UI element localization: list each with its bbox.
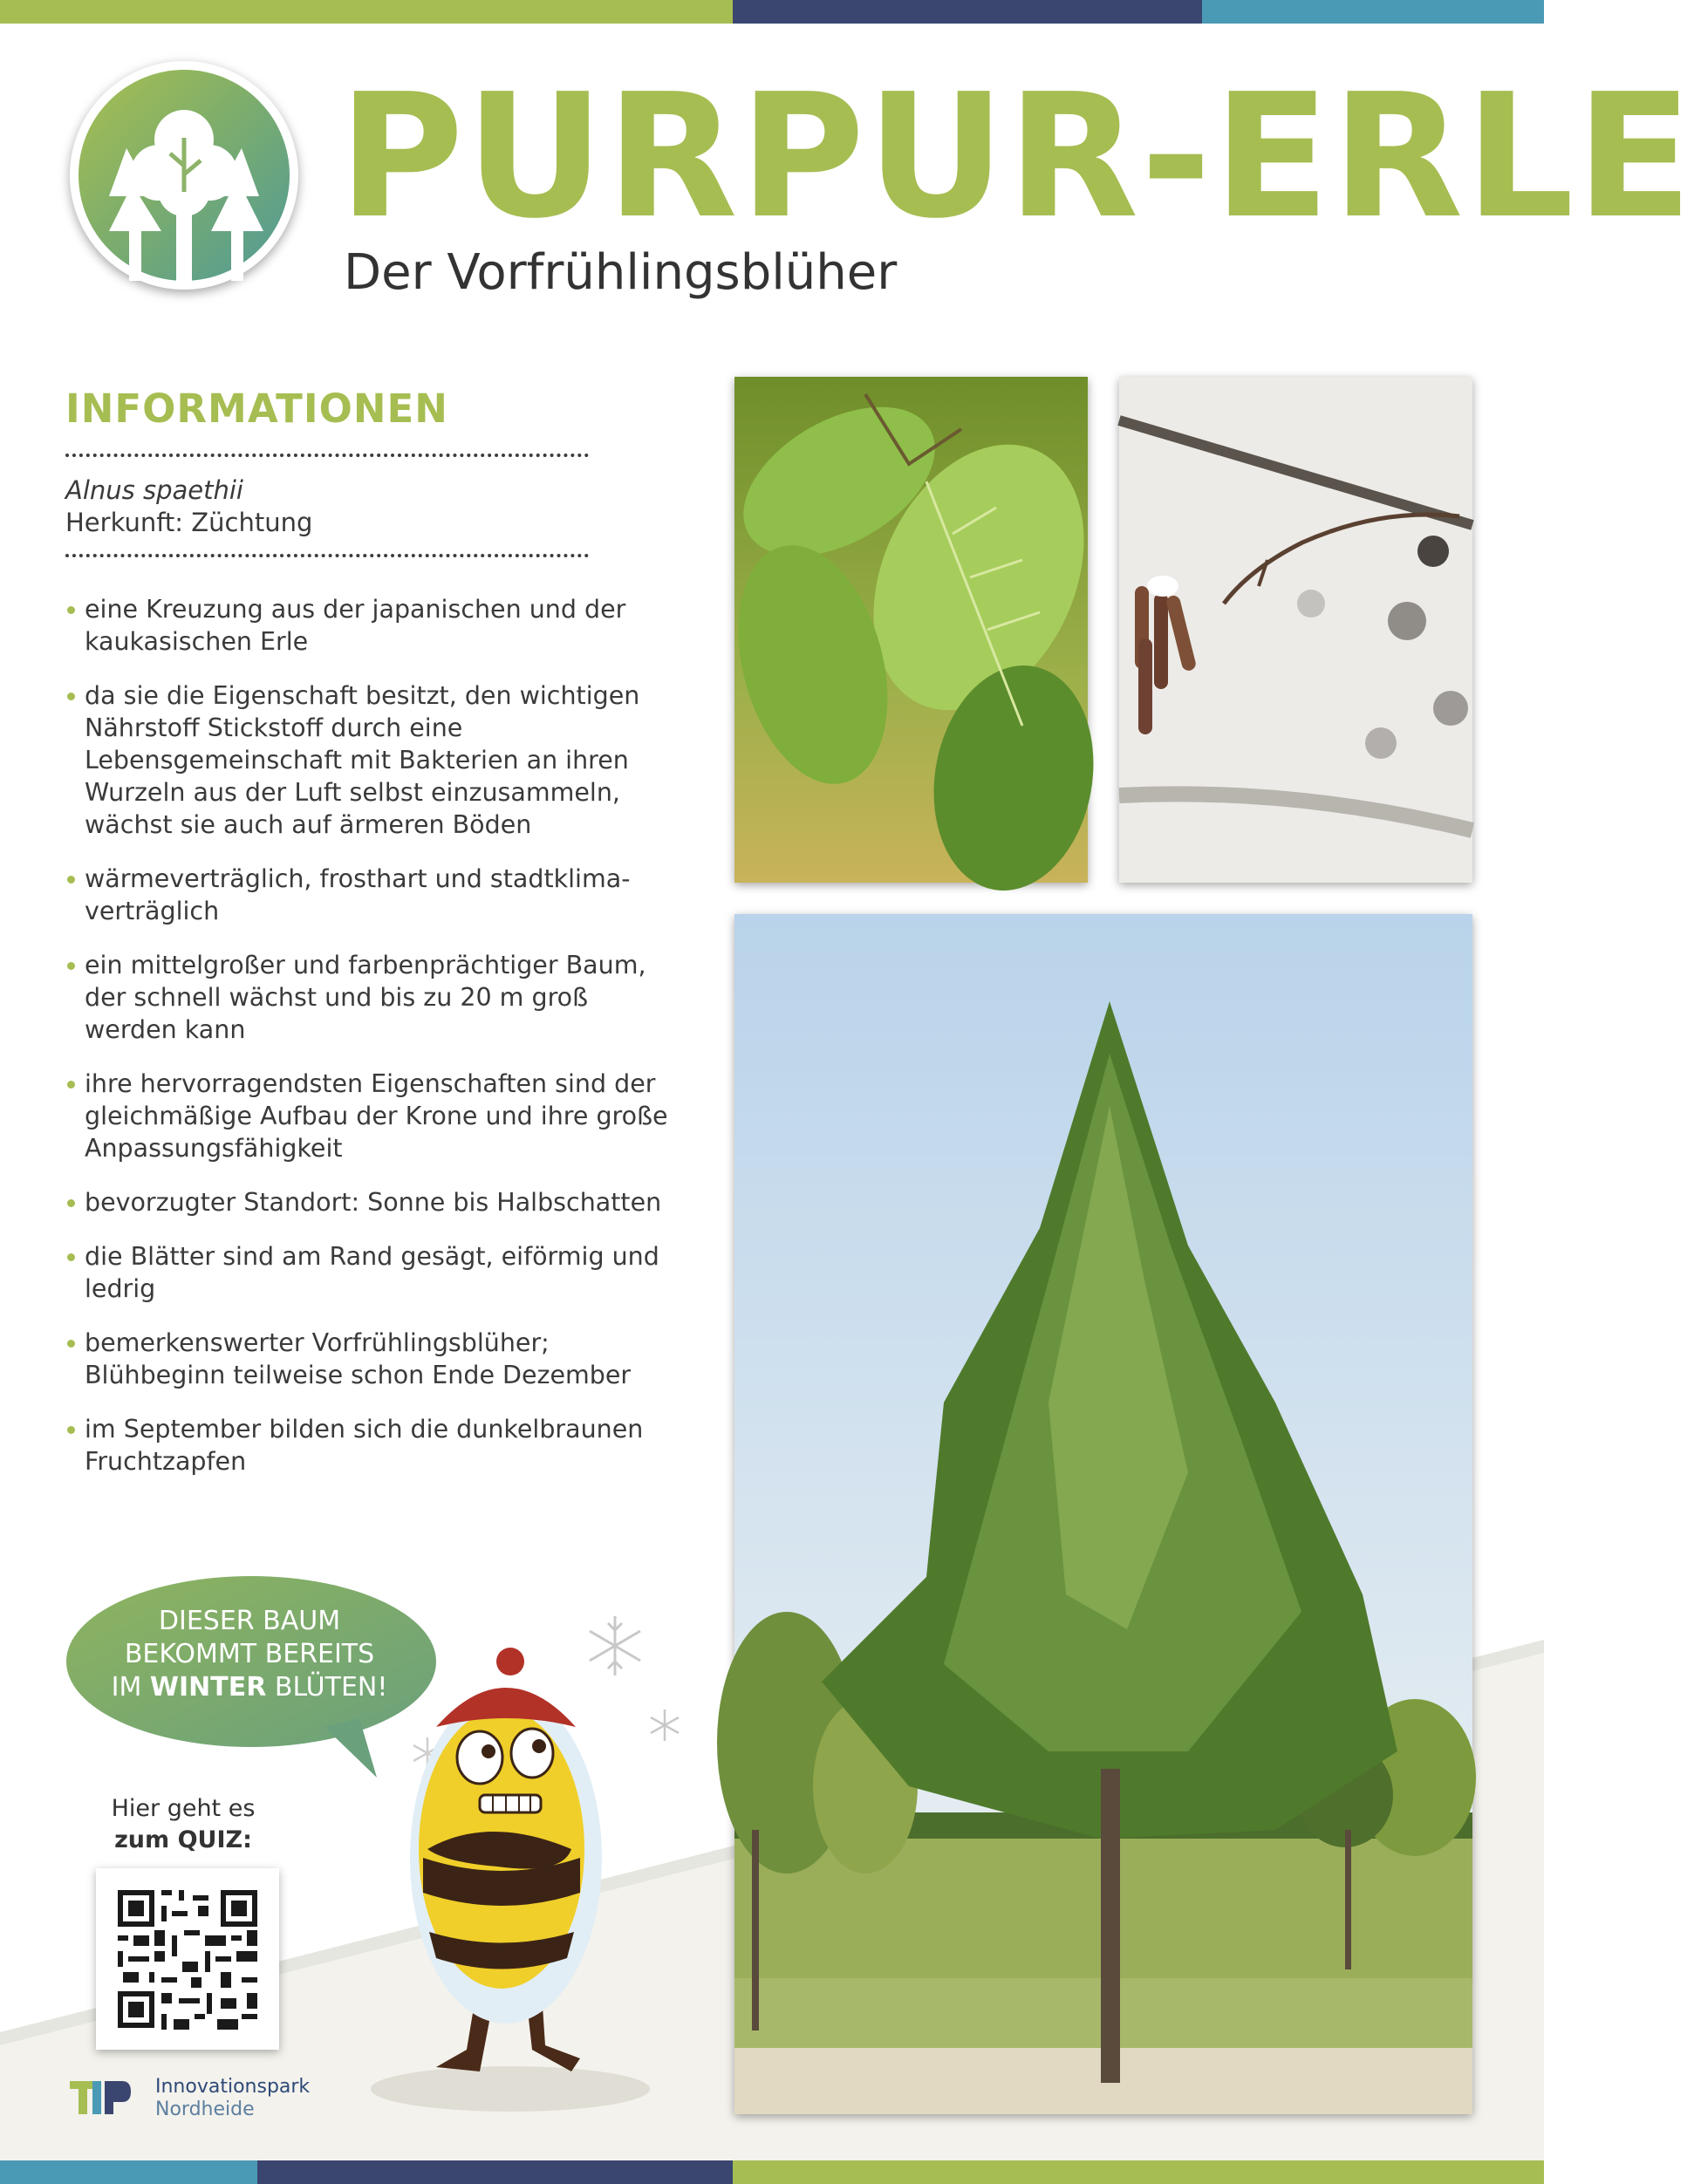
list-item: wärmeverträglich, frosthart und stadtklimaverträglich xyxy=(65,863,676,927)
list-item: bemerkenswerter Vorfrühlingsblüher; Blühbeginn teilweise schon Ende Dezember xyxy=(65,1327,676,1391)
divider xyxy=(65,454,589,457)
origin: Herkunft: Züchtung xyxy=(65,508,313,537)
top-bar-teal xyxy=(1202,0,1544,24)
divider xyxy=(65,554,589,557)
bottom-bar-navy xyxy=(257,2160,733,2184)
catkins-photo xyxy=(1119,377,1472,883)
logo-badge xyxy=(70,61,298,290)
snowflake-icon xyxy=(647,1708,682,1743)
page-subtitle: Der Vorfrühlingsblüher xyxy=(344,244,898,301)
list-item: ihre hervorragendsten Eigenschaften sind der gleichmäßige Aufbau der Krone und ihre große Anpassungsfähigkeit xyxy=(65,1068,676,1164)
bottom-bar-green xyxy=(733,2160,1544,2184)
bottom-bar-teal xyxy=(0,2160,257,2184)
qr-code-icon xyxy=(96,1868,279,2050)
top-bar-green xyxy=(0,0,733,24)
top-bar-navy xyxy=(733,0,1202,24)
bubble-line-3: IM WINTER BLÜTEN! xyxy=(111,1672,388,1703)
mascot-illustration xyxy=(358,1596,645,2119)
park-name: Innovationspark xyxy=(155,2076,311,2098)
list-item: ein mittelgroßer und farbenprächtiger Baum, der schnell wächst und bis zu 20 m groß werden kann xyxy=(65,949,676,1046)
list-item: im September bilden sich die dunkelbraunen Fruchtzapfen xyxy=(65,1413,676,1478)
bubble-line-1: DIESER BAUM xyxy=(158,1606,341,1636)
tree-photo xyxy=(734,914,1472,2114)
list-item: da sie die Eigenschaft besitzt, den wichtigen Nährstoff Stickstoff durch eine Lebensgemeinschaft mit Bakterien an ihren Wurzeln aus der Luft selbst einzusammeln, wächst sie auch auf ärmeren Böden xyxy=(65,679,676,841)
info-list xyxy=(65,593,676,1499)
park-logo-icon xyxy=(70,2076,131,2118)
qr-code[interactable] xyxy=(96,1868,279,2050)
list-item: bevorzugter Standort: Sonne bis Halbschatten xyxy=(65,1186,676,1218)
tree-icon xyxy=(79,70,290,281)
list-item: eine Kreuzung aus der japanischen und der kaukasischen Erle xyxy=(65,593,676,658)
park-location: Nordheide xyxy=(155,2099,255,2120)
info-heading: INFORMATIONEN xyxy=(65,386,448,432)
latin-name: Alnus spaethii xyxy=(65,475,243,505)
quiz-label: Hier geht es xyxy=(111,1795,256,1822)
list-item: die Blätter sind am Rand gesägt, eiförmig und ledrig xyxy=(65,1240,676,1305)
page-title: PURPUR-ERLE xyxy=(338,58,1694,256)
bubble-emphasis: WINTER xyxy=(149,1672,267,1703)
bubble-line-2: BEKOMMT BEREITS xyxy=(124,1639,375,1669)
leaves-photo xyxy=(734,377,1088,883)
quiz-label-bold: zum QUIZ: xyxy=(114,1826,252,1853)
